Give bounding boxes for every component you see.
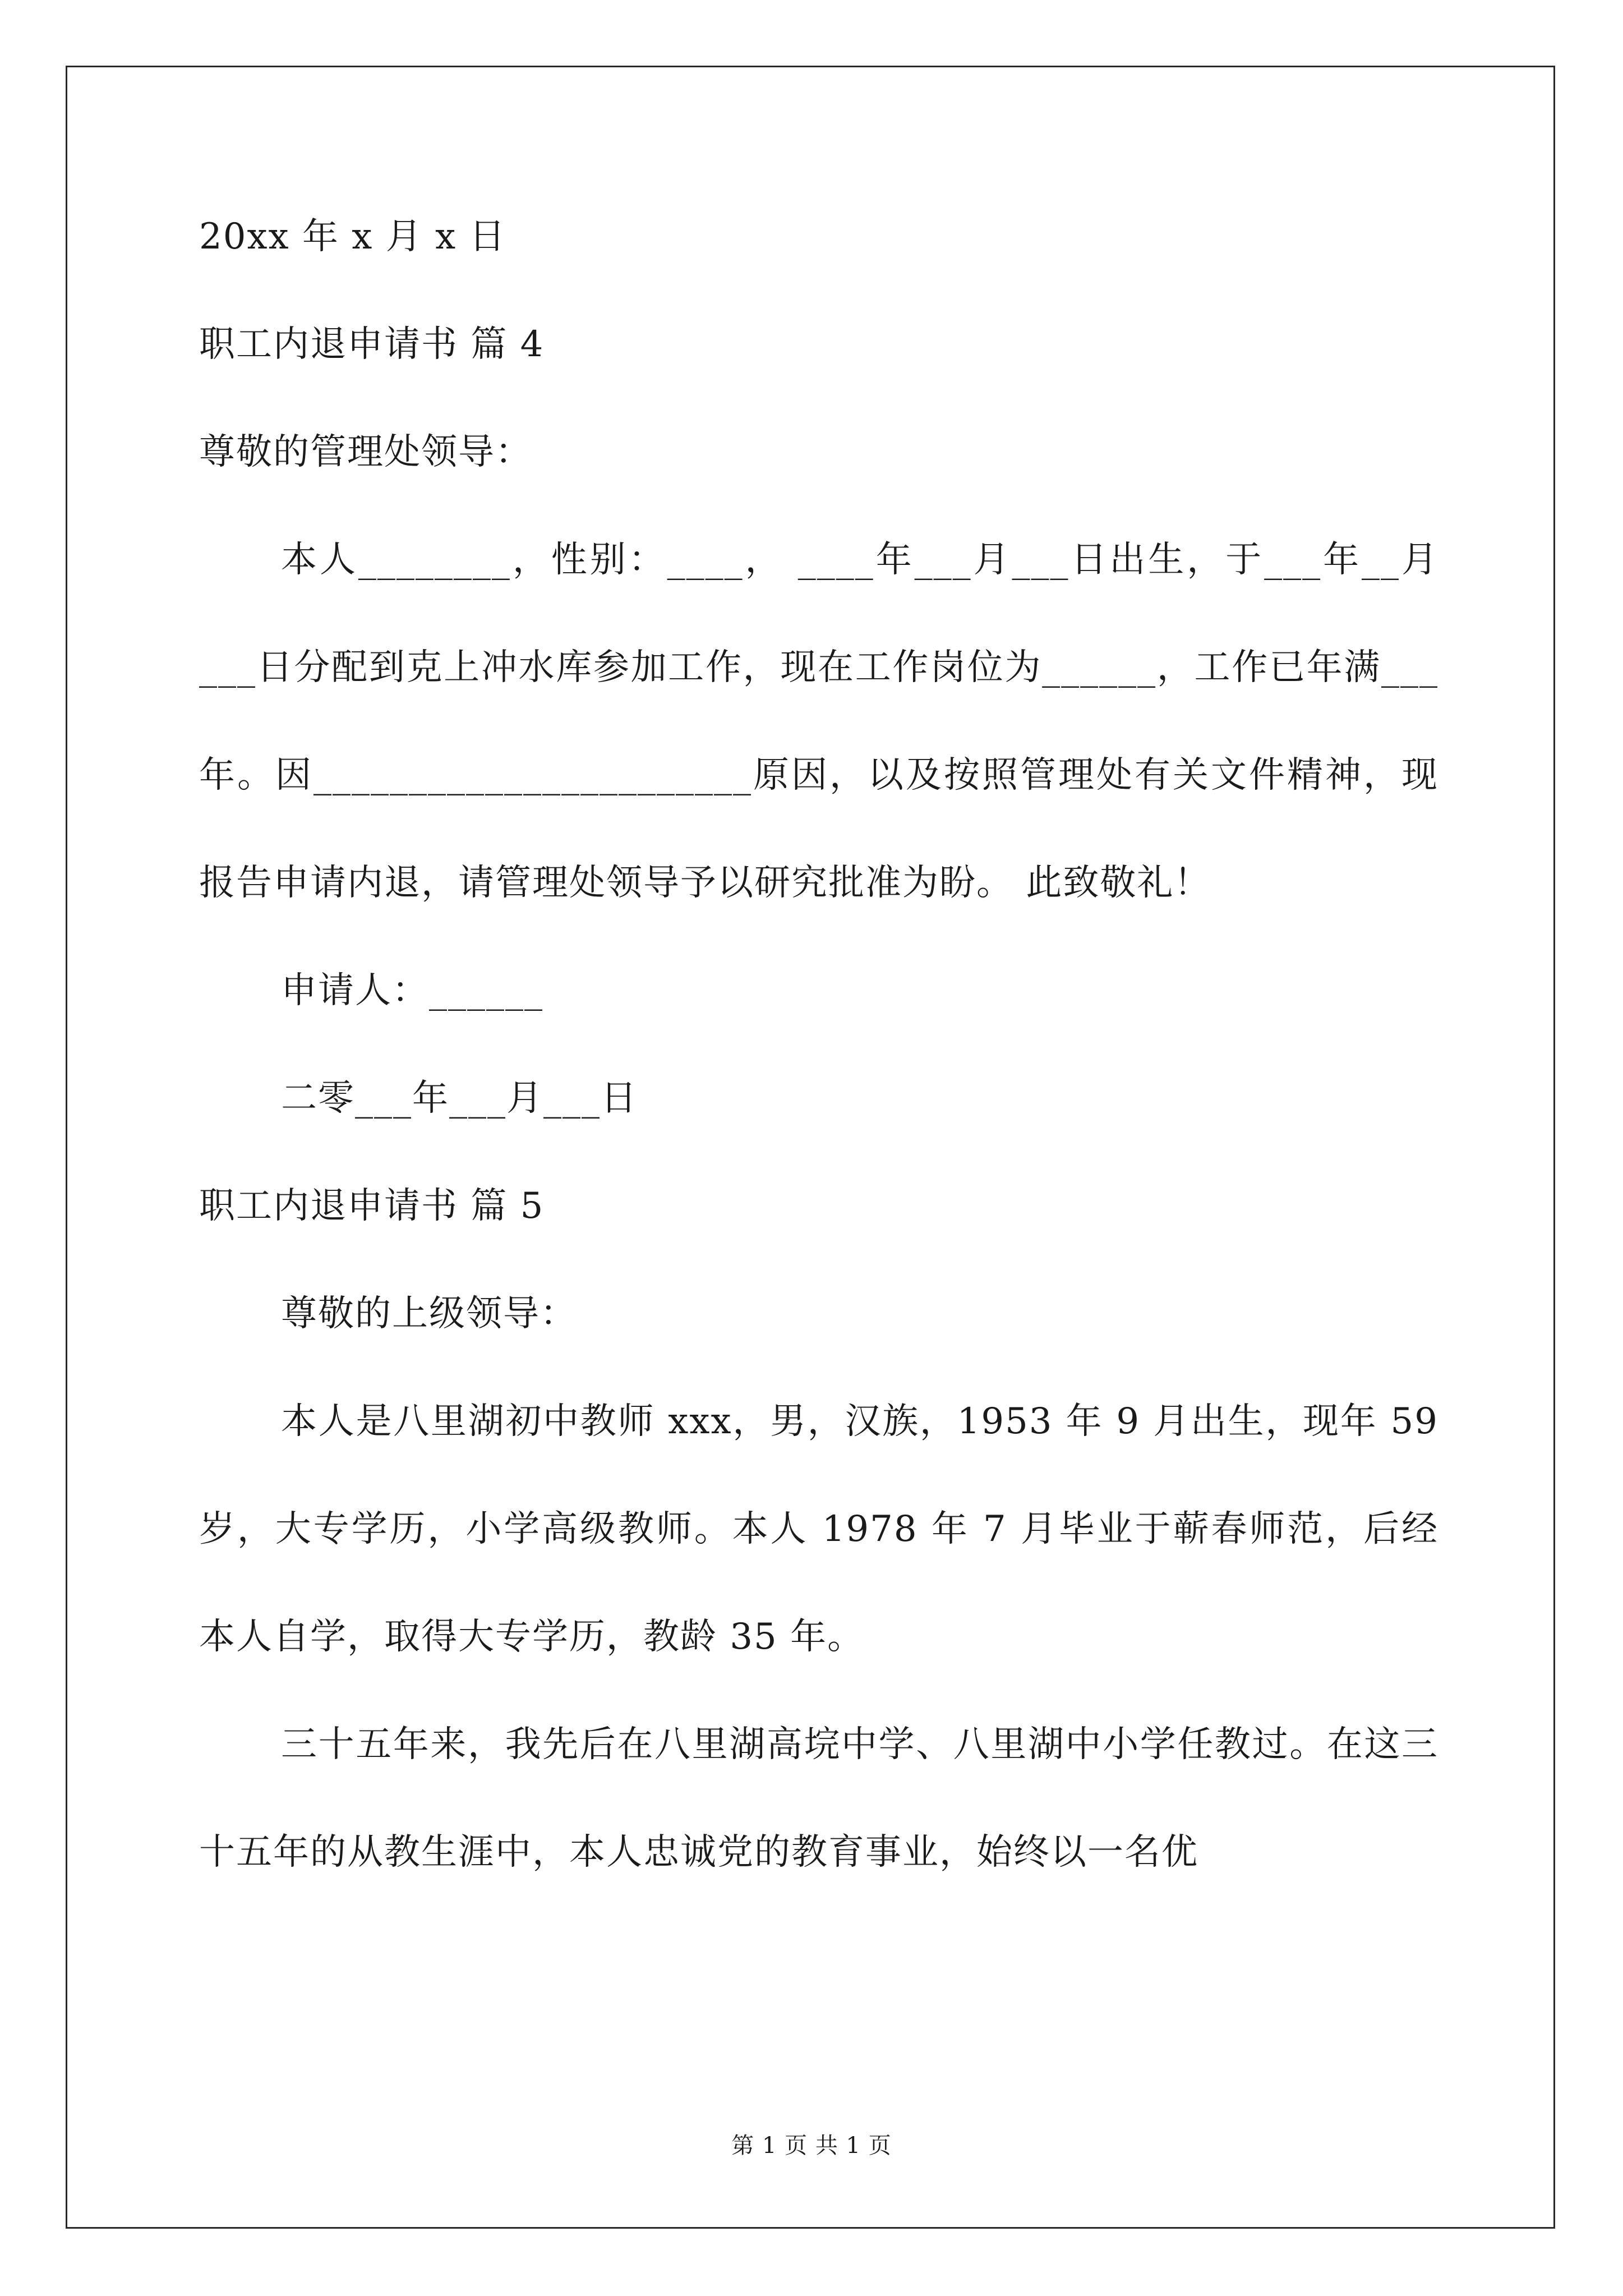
document-body — [199, 216, 1438, 1942]
body-paragraph-4: 本人________，性别：____， ____年___月___日出生，于___年__月___日分配到克上冲水库参加工作，现在工作岗位为______，工作已年满___年。因_______________________原因，以及按照管理处有关文件精神，现报告申请内退，请管理处领导予以研究批准为盼。 此致敬礼！ — [199, 539, 1438, 904]
section-heading-5: 职工内退申请书 篇 5 — [199, 1185, 545, 1227]
body-paragraph-5a: 本人是八里湖初中教师 xxx，男，汉族，1953 年 9 月出生，现年 59 岁，大专学历，小学高级教师。本人 1978 年 7 月毕业于蕲春师范，后经本人自学，取得大专学历，教龄 35 年。 — [199, 1401, 1438, 1658]
salutation-5: 尊敬的上级领导： — [281, 1293, 577, 1335]
date-line: 20xx 年 x 月 x 日 — [199, 216, 506, 257]
section-heading-4: 职工内退申请书 篇 4 — [199, 324, 545, 365]
body-paragraph-5b: 三十五年来，我先后在八里湖高垸中学、八里湖中小学任教过。在这三十五年的从教生涯中，本人忠诚党的教育事业，始终以一名优 — [199, 1724, 1438, 1873]
salutation-4: 尊敬的管理处领导： — [199, 431, 532, 473]
signature-date: 二零___年___月___日 — [281, 1078, 638, 1119]
page-footer: 第 1 页 共 1 页 — [731, 2133, 892, 2159]
signature-line: 申请人：______ — [281, 970, 543, 1011]
